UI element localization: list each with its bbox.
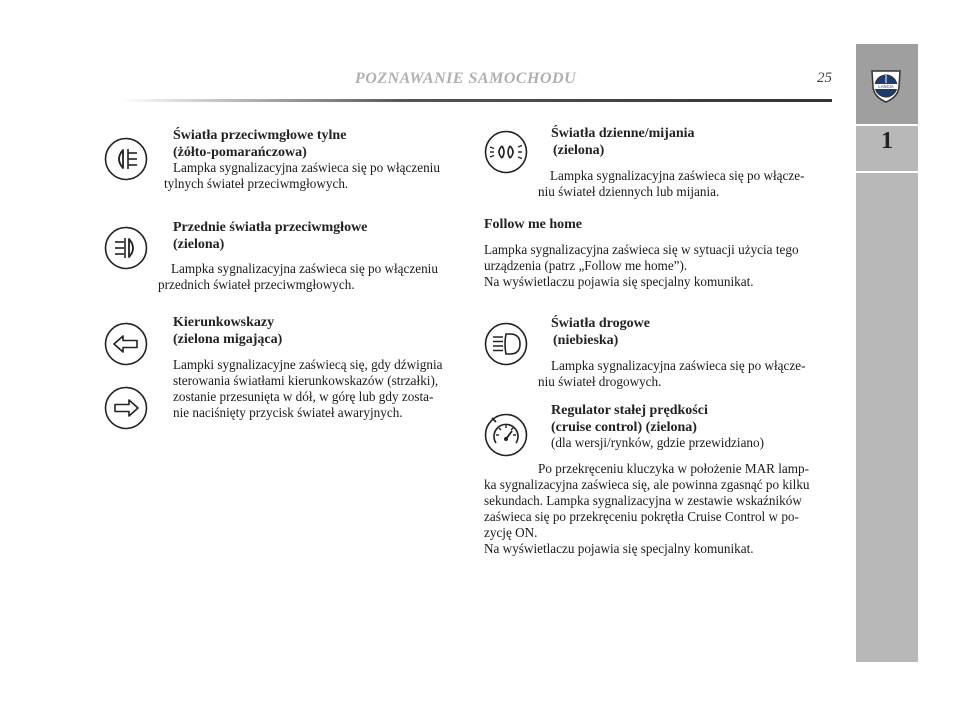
daytime-text-1: Lampka sygnalizacyjna zaświeca się po włącze- <box>550 168 805 183</box>
daytime-title: Światła dzienne/mijania <box>551 126 695 141</box>
rear-fog-color: (żółto-pomarańczowa) <box>173 145 307 160</box>
cruise-color: (cruise control) (zielona) <box>551 420 697 435</box>
cruise-text-4: zaświeca się po przekręceniu pokrętła Cruise Control w po- <box>484 509 799 524</box>
cruise-control-icon <box>484 413 528 457</box>
follow-me-text-1: Lampka sygnalizacyjna zaświeca się w sytuacji użycia tego <box>484 242 799 257</box>
header-rule <box>120 99 832 102</box>
cruise-text-2: ka sygnalizacyjna zaświeca się, ale powinna zgasnąć po kilku <box>484 477 810 492</box>
indicators-text-3: zostanie przesunięta w dół, w górę lub gdy zosta- <box>173 389 434 404</box>
indicators-text-2: sterowania światłami kierunkowskazów (strzałki), <box>173 373 439 388</box>
high-beam-title: Światła drogowe <box>551 316 650 331</box>
indicators-color: (zielona migająca) <box>173 332 283 347</box>
page-number: 25 <box>817 70 832 86</box>
high-beam-text-1: Lampka sygnalizacyjna zaświeca się po włącze- <box>551 358 806 373</box>
follow-me-title: Follow me home <box>484 217 582 232</box>
cruise-note: (dla wersji/rynków, gdzie przewidziano) <box>551 435 764 450</box>
indicators-text-1: Lampki sygnalizacyjne zaświecą się, gdy dźwignia <box>173 357 443 372</box>
cruise-text-5: zycję ON. <box>484 525 538 540</box>
daytime-running-light-icon <box>484 130 528 174</box>
chapter-number: 1 <box>881 128 893 154</box>
tab-divider <box>856 124 918 126</box>
section-title: POZNAWANIE SAMOCHODU <box>355 70 577 87</box>
high-beam-icon <box>484 322 528 366</box>
front-fog-title: Przednie światła przeciwmgłowe <box>173 220 368 235</box>
lancia-logo-icon <box>866 67 906 105</box>
follow-me-text-3: Na wyświetlaczu pojawia się specjalny komunikat. <box>484 274 754 289</box>
daytime-color: (zielona) <box>553 143 605 158</box>
rear-fog-text-2: tylnych świateł przeciwmgłowych. <box>164 176 349 191</box>
rear-fog-light-icon <box>104 137 148 181</box>
turn-left-arrow-icon <box>104 322 148 366</box>
front-fog-text-1: Lampka sygnalizacyjna zaświeca się po włączeniu <box>171 261 438 276</box>
front-fog-light-icon <box>104 226 148 270</box>
indicators-title: Kierunkowskazy <box>173 315 275 330</box>
tab-divider <box>856 171 918 173</box>
front-fog-text-2: przednich świateł przeciwmgłowych. <box>158 277 355 292</box>
logo-text: LANCIA <box>878 84 894 89</box>
cruise-text-1: Po przekręceniu kluczyka w położenie MAR lamp- <box>538 461 809 476</box>
daytime-text-2: niu świateł dziennych lub mijania. <box>538 184 720 199</box>
cruise-text-3: sekundach. Lampka sygnalizacyjna w zestawie wskaźników <box>484 493 802 508</box>
rear-fog-text-1: Lampka sygnalizacyjna zaświeca się po włączeniu <box>173 160 440 175</box>
high-beam-text-2: niu świateł drogowych. <box>538 374 662 389</box>
turn-right-arrow-icon <box>104 386 148 430</box>
cruise-title: Regulator stałej prędkości <box>551 403 708 418</box>
high-beam-color: (niebieska) <box>553 333 619 348</box>
rear-fog-title: Światła przeciwmgłowe tylne <box>173 128 347 143</box>
indicators-text-4: nie naciśnięty przycisk świateł awaryjnych. <box>173 405 403 420</box>
follow-me-text-2: urządzenia (patrz „Follow me home”). <box>484 258 688 273</box>
front-fog-color: (zielona) <box>173 237 225 252</box>
cruise-text-6: Na wyświetlaczu pojawia się specjalny komunikat. <box>484 541 754 556</box>
